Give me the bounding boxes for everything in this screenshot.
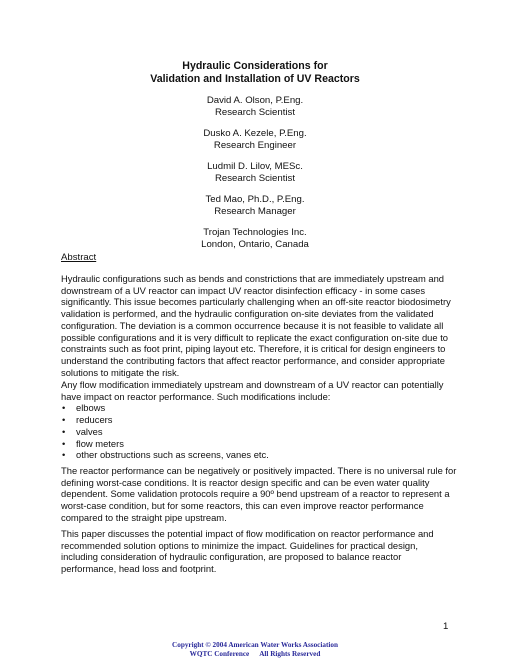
list-item-text: valves [76, 425, 103, 437]
list-item-text: elbows [76, 402, 106, 414]
author-block [0, 95, 510, 260]
author-role: Research Scientist [215, 173, 295, 184]
abstract-paragraph-4 [61, 528, 457, 575]
page-number: 1 [443, 621, 449, 632]
author-entry [0, 161, 510, 185]
footer-conference-line [0, 650, 510, 659]
bullet-icon: • [62, 414, 66, 426]
bullet-icon: • [62, 402, 66, 414]
list-item-text: other obstructions such as screens, vanes etc. [76, 449, 269, 461]
author-name: Ted Mao, Ph.D., P.Eng. [205, 194, 305, 205]
footer-conference: WQTC Conference [189, 650, 250, 658]
paragraph-text: Hydraulic configurations such as bends and constrictions that are immediately upstream and downstream of a UV reactor can impact UV reactor disinfection efficacy - in some cases significantly. This issue becomes particularly challenging when an off-site reactor biodosimetry validation is performed, and the hydraulic configuration on-site deviates from the validated configuration. The deviation is a common occurrence because it is not feasible to validate all possible configurations and it is very difficult to replicate the exact configuration on-site due to constraints such as foot print, piping layout etc. Therefore, it is critical for design engineers to understand the contributing factors that affect reactor performance, and consider appropriate solutions to mitigate the risk. [61, 273, 451, 378]
author-name: Dusko A. Kezele, P.Eng. [203, 128, 307, 139]
paragraph-text: This paper discusses the potential impact of flow modification on reactor performance and recommended solution options to minimize the impact. Guidelines for practical design, including consideration of hydraulic configuration, are proposed to balance reactor performance, head loss and footprint. [61, 528, 434, 575]
list-item [61, 438, 457, 450]
affiliation-location: London, Ontario, Canada [201, 239, 309, 250]
title-line-2: Validation and Installation of UV Reactors [150, 73, 360, 85]
list-item [61, 402, 457, 414]
modifications-list [61, 402, 457, 461]
list-item [61, 449, 457, 461]
list-item [61, 414, 457, 426]
abstract-heading: Abstract [61, 252, 97, 263]
list-item-text: flow meters [76, 437, 124, 449]
footer-rights: All Rights Reserved [259, 650, 321, 658]
author-role: Research Engineer [213, 140, 297, 151]
paragraph-text: The reactor performance can be negatively or positively impacted. There is no universal rule for defining worst-case conditions. It is reactor design specific and can be even water quality dependent. Some validation protocols require a 90º bend upstream of a reactor to represent a worst-case condition, but for some reactors, this can even improve reactor performance compared to the straight pipe upstream. [61, 465, 457, 523]
author-name: David A. Olson, P.Eng. [206, 95, 304, 106]
affiliation [0, 227, 510, 251]
abstract-paragraph-3 [61, 465, 457, 524]
list-item [61, 426, 457, 438]
abstract-paragraph-2 [61, 379, 457, 461]
copyright-footer [0, 641, 510, 659]
bullet-icon: • [62, 449, 66, 461]
affiliation-org: Trojan Technologies Inc. [203, 227, 307, 238]
author-entry [0, 95, 510, 119]
author-entry [0, 128, 510, 152]
list-item-text: reducers [76, 414, 113, 426]
author-role: Research Scientist [215, 107, 295, 118]
author-role: Research Manager [214, 206, 296, 217]
bullet-icon: • [62, 425, 66, 437]
author-entry [0, 194, 510, 218]
footer-copyright: Copyright © 2004 American Water Works Association [172, 641, 338, 649]
paper-title [0, 60, 510, 86]
abstract-paragraph-1 [61, 273, 457, 378]
bullet-icon: • [62, 437, 66, 449]
author-name: Ludmil D. Lilov, MESc. [207, 161, 303, 172]
paragraph-text: Any flow modification immediately upstream and downstream of a UV reactor can potentially have impact on reactor performance. Such modifications include: [61, 379, 444, 402]
title-line-1: Hydraulic Considerations for [182, 60, 328, 72]
